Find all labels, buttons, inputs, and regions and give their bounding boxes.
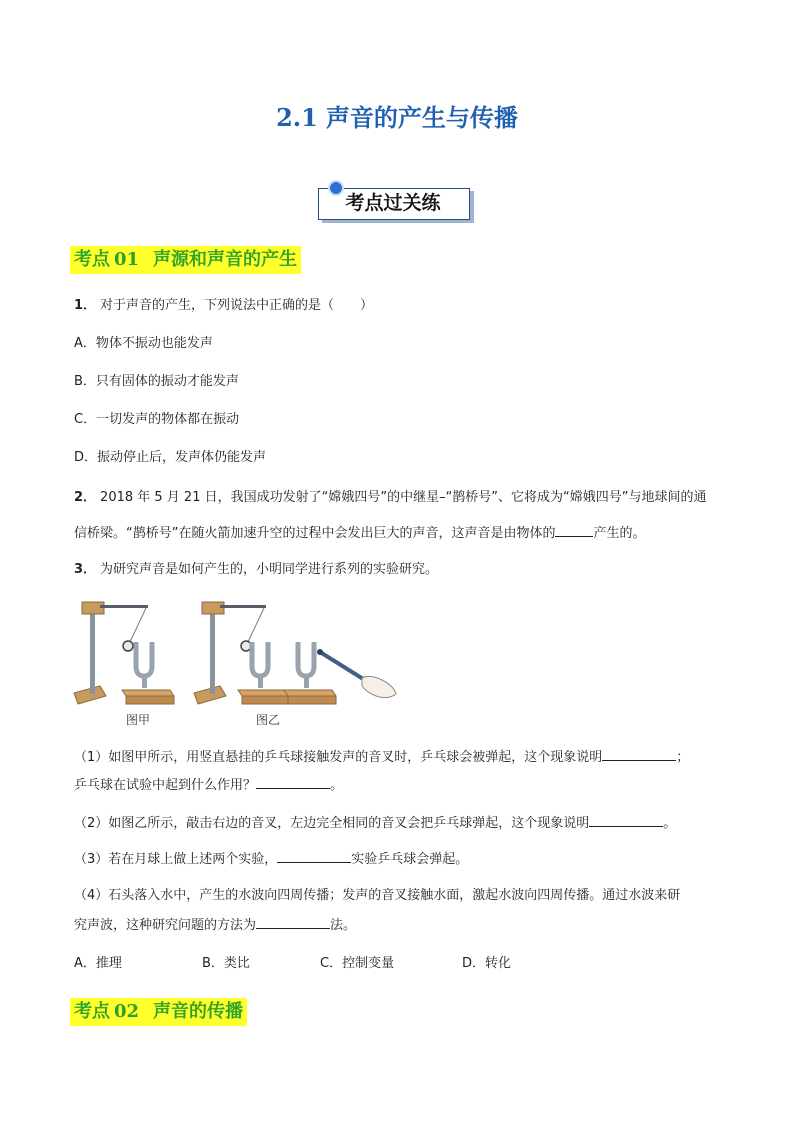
section-heading-01	[70, 246, 301, 274]
question-text: 法。	[330, 918, 357, 933]
question-text: 。	[663, 816, 677, 831]
q3-option-c: C．控制变量	[320, 956, 395, 971]
question-text: 信桥梁。“鹊桥号”在随火箭加速升空的过程中会发出巨大的声音，这声音是由物体的	[74, 526, 556, 541]
question-2-line-1	[74, 488, 707, 508]
figure-caption-a: 图甲	[126, 713, 151, 727]
question-text: （1）如图甲所示，用竖直悬挂的乒乓球接触发声的音叉时，乒乓球会被弹起，这个现象说明	[74, 750, 603, 765]
question-text: 2018 年 5 月 21 日，我国成功发射了“嫦娥四号”的中继星–“鹊桥号”、它将成为“嫦娥四号”与地球间的通	[100, 490, 707, 505]
title-text: 声音的产生与传播	[325, 104, 518, 132]
title-number: 2.1	[276, 103, 318, 132]
figure-caption-b: 图乙	[256, 713, 281, 727]
q1-option-d: D．振动停止后，发声体仍能发声	[74, 450, 267, 465]
section-code: 01	[114, 249, 140, 270]
answer-blank	[277, 848, 351, 863]
q1-option-a: A．物体不振动也能发声	[74, 336, 213, 351]
question-1-stem	[74, 296, 373, 316]
q3-option-d: D．转化	[462, 956, 512, 971]
section-code: 02	[114, 1001, 140, 1022]
tuning-fork-figure	[70, 598, 400, 728]
q3-option-a: A．推理	[74, 956, 122, 971]
question-text: （3）若在月球上做上述两个实验，	[74, 852, 278, 867]
section-banner	[318, 180, 474, 220]
page-title	[0, 98, 794, 133]
q3-part-4-line-1	[74, 886, 680, 906]
q3-part-3	[74, 848, 468, 870]
question-text: 对于声音的产生，下列说法中正确的是（ ）	[100, 298, 374, 313]
section-tag: 考点	[74, 1001, 110, 1022]
banner-label: 考点过关练	[345, 192, 441, 214]
question-text: 产生的。	[593, 526, 646, 541]
stand-b	[194, 602, 266, 704]
answer-blank	[555, 522, 593, 537]
answer-blank	[602, 746, 676, 761]
question-text: （4）石头落入水中，产生的水波向四周传播；发声的音叉接触水面，激起水波向四周传播。通过水波来研	[74, 888, 681, 903]
question-text: （2）如图乙所示，敲击右边的音叉，左边完全相同的音叉会把乒乓球弹起，这个现象说明	[74, 816, 590, 831]
q3-part-1-line-2	[74, 774, 343, 796]
question-text: 实验乒乓球会弹起。	[351, 852, 469, 867]
q1-option-c: C．一切发声的物体都在振动	[74, 412, 240, 427]
question-number: 3．	[74, 562, 97, 577]
question-text: 究声波，这种研究问题的方法为	[74, 918, 257, 933]
question-3-stem	[74, 560, 438, 580]
q1-option-b: B．只有固体的振动才能发声	[74, 374, 239, 389]
section-heading-02	[70, 998, 247, 1026]
question-text: 为研究声音是如何产生的，小明同学进行系列的实验研究。	[100, 562, 439, 577]
tuning-fork-b-right	[284, 642, 336, 704]
q3-options	[74, 954, 511, 974]
question-text: 乒乓球在试验中起到什么作用？	[74, 778, 257, 793]
question-text: 。	[330, 778, 344, 793]
answer-blank	[256, 914, 330, 929]
q3-part-1-line-1	[74, 746, 689, 768]
section-name: 声源和声音的产生	[153, 249, 298, 270]
question-number: 2．	[74, 490, 97, 505]
q3-part-4-line-2	[74, 914, 356, 936]
tuning-fork-illustration	[70, 598, 400, 728]
section-name: 声音的传播	[153, 1001, 244, 1022]
question-number: 1．	[74, 298, 97, 313]
question-text: ；	[676, 750, 690, 765]
answer-blank	[589, 812, 663, 827]
q3-option-b: B．类比	[202, 956, 250, 971]
question-2-line-2	[74, 522, 646, 544]
section-tag: 考点	[74, 249, 110, 270]
answer-blank	[256, 774, 330, 789]
q3-part-2	[74, 812, 676, 834]
